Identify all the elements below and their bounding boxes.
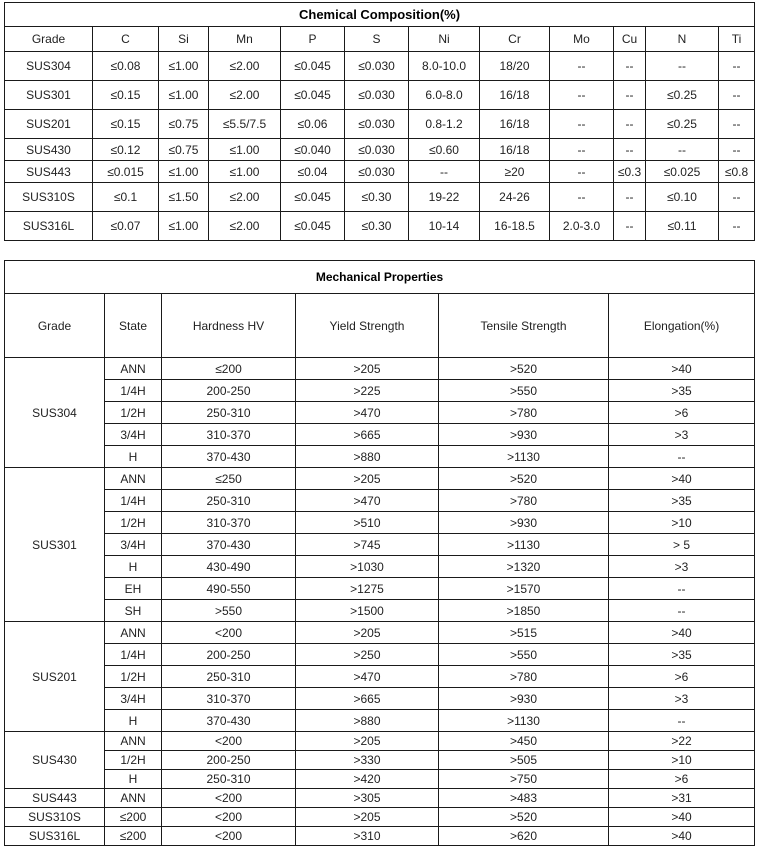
table-cell: >750 <box>439 770 609 789</box>
header-cell: Grade <box>5 294 105 358</box>
table-cell: -- <box>719 110 755 139</box>
table-cell: ≤0.030 <box>345 81 409 110</box>
table-cell: ≤2.00 <box>209 52 281 81</box>
table-row <box>5 534 755 556</box>
grade-cell: SUS316L <box>5 212 93 241</box>
table-cell: ANN <box>105 358 162 380</box>
table-cell: ≤0.045 <box>281 183 345 212</box>
table-cell: 24-26 <box>480 183 550 212</box>
table-cell: ≤1.50 <box>159 183 209 212</box>
table-cell: -- <box>614 52 646 81</box>
table-cell: 250-310 <box>162 490 296 512</box>
table-cell: 430-490 <box>162 556 296 578</box>
table-cell: <200 <box>162 827 296 846</box>
table-cell: ≤1.00 <box>159 212 209 241</box>
table-cell: >780 <box>439 402 609 424</box>
table-cell: 3/4H <box>105 424 162 446</box>
table-cell: ≤200 <box>105 808 162 827</box>
table-cell: ≤0.12 <box>93 139 159 161</box>
table-row <box>5 770 755 789</box>
table-cell: ANN <box>105 468 162 490</box>
table-cell: 1/2H <box>105 666 162 688</box>
table-cell: ≤0.06 <box>281 110 345 139</box>
table-cell: >1130 <box>439 710 609 732</box>
table-cell: 1/2H <box>105 751 162 770</box>
grade-cell: SUS301 <box>5 468 105 622</box>
table-cell: >1130 <box>439 446 609 468</box>
table-cell: EH <box>105 578 162 600</box>
table-cell: <200 <box>162 622 296 644</box>
table-cell: >205 <box>296 358 439 380</box>
table-row <box>5 52 755 81</box>
table-cell: H <box>105 710 162 732</box>
table-cell: >780 <box>439 490 609 512</box>
header-cell: Mn <box>209 27 281 52</box>
table-cell: >10 <box>609 512 755 534</box>
table-cell: >930 <box>439 512 609 534</box>
chemical-header-row <box>5 27 755 52</box>
table-cell: ≤0.030 <box>345 52 409 81</box>
chemical-composition-title: Chemical Composition(%) <box>5 3 755 27</box>
table-cell: ANN <box>105 789 162 808</box>
table-cell: -- <box>646 52 719 81</box>
table-cell: H <box>105 770 162 789</box>
header-cell: Elongation(%) <box>609 294 755 358</box>
table-row <box>5 380 755 402</box>
table-cell: ≤5.5/7.5 <box>209 110 281 139</box>
table-row <box>5 183 755 212</box>
header-cell: Grade <box>5 27 93 52</box>
header-cell: Si <box>159 27 209 52</box>
table-row <box>5 751 755 770</box>
table-cell: -- <box>609 600 755 622</box>
grade-cell: SUS201 <box>5 622 105 732</box>
table-cell: ANN <box>105 732 162 751</box>
table-cell: >483 <box>439 789 609 808</box>
table-row <box>5 556 755 578</box>
table-cell: >3 <box>609 556 755 578</box>
table-cell: 310-370 <box>162 688 296 710</box>
table-cell: ≤0.15 <box>93 81 159 110</box>
table-cell: >880 <box>296 710 439 732</box>
grade-cell: SUS443 <box>5 161 93 183</box>
grade-cell: SUS430 <box>5 139 93 161</box>
table-row <box>5 402 755 424</box>
table-cell: SH <box>105 600 162 622</box>
table-cell: ≤1.00 <box>209 161 281 183</box>
table-cell: ≤0.11 <box>646 212 719 241</box>
table-cell: -- <box>550 161 614 183</box>
table-cell: >880 <box>296 446 439 468</box>
header-cell: Ti <box>719 27 755 52</box>
mechanical-properties-title: Mechanical Properties <box>5 261 755 294</box>
table-cell: >520 <box>439 808 609 827</box>
header-cell: Hardness HV <box>162 294 296 358</box>
table-cell: <200 <box>162 808 296 827</box>
table-cell: 10-14 <box>409 212 480 241</box>
table-cell: ≤0.025 <box>646 161 719 183</box>
table-cell: ≤250 <box>162 468 296 490</box>
table-cell: >520 <box>439 358 609 380</box>
table-row <box>5 732 755 751</box>
table-cell: >40 <box>609 468 755 490</box>
table-row <box>5 622 755 644</box>
table-cell: ≤1.00 <box>159 161 209 183</box>
table-cell: -- <box>614 110 646 139</box>
header-cell: Tensile Strength <box>439 294 609 358</box>
table-cell: -- <box>719 212 755 241</box>
table-row <box>5 468 755 490</box>
table-cell: -- <box>609 710 755 732</box>
table-cell: ≤0.08 <box>93 52 159 81</box>
table-cell: 1/4H <box>105 490 162 512</box>
table-row <box>5 358 755 380</box>
table-cell: ≤0.030 <box>345 139 409 161</box>
table-cell: >1850 <box>439 600 609 622</box>
table-cell: 0.8-1.2 <box>409 110 480 139</box>
table-cell: >205 <box>296 808 439 827</box>
table-cell: >550 <box>162 600 296 622</box>
table-cell: 16-18.5 <box>480 212 550 241</box>
table-cell: ≤0.8 <box>719 161 755 183</box>
table-cell: >330 <box>296 751 439 770</box>
header-cell: C <box>93 27 159 52</box>
mechanical-properties-table <box>4 260 755 846</box>
table-cell: >40 <box>609 358 755 380</box>
table-cell: >205 <box>296 622 439 644</box>
table-row <box>5 789 755 808</box>
header-cell: Ni <box>409 27 480 52</box>
grade-cell: SUS310S <box>5 808 105 827</box>
table-cell: ≤0.25 <box>646 81 719 110</box>
table-cell: >520 <box>439 468 609 490</box>
table-cell: 370-430 <box>162 534 296 556</box>
table-cell: >665 <box>296 688 439 710</box>
table-cell: >420 <box>296 770 439 789</box>
table-row <box>5 666 755 688</box>
grade-cell: SUS310S <box>5 183 93 212</box>
table-cell: >35 <box>609 380 755 402</box>
table-cell: 310-370 <box>162 512 296 534</box>
table-cell: ≤0.07 <box>93 212 159 241</box>
table-cell: H <box>105 446 162 468</box>
table-row <box>5 600 755 622</box>
table-cell: >6 <box>609 666 755 688</box>
table-cell: >930 <box>439 688 609 710</box>
table-cell: >505 <box>439 751 609 770</box>
table-cell: -- <box>719 52 755 81</box>
table-cell: 3/4H <box>105 534 162 556</box>
table-cell: >665 <box>296 424 439 446</box>
table-cell: -- <box>719 139 755 161</box>
table-cell: >450 <box>439 732 609 751</box>
table-row <box>5 490 755 512</box>
grade-cell: SUS430 <box>5 732 105 789</box>
table-cell: >620 <box>439 827 609 846</box>
table-cell: 1/4H <box>105 380 162 402</box>
table-cell: -- <box>550 110 614 139</box>
table-cell: ≤0.045 <box>281 81 345 110</box>
grade-cell: SUS201 <box>5 110 93 139</box>
table-cell: >250 <box>296 644 439 666</box>
table-cell: 3/4H <box>105 688 162 710</box>
table-cell: >550 <box>439 644 609 666</box>
table-cell: >930 <box>439 424 609 446</box>
table-row <box>5 710 755 732</box>
table-row <box>5 446 755 468</box>
header-cell: P <box>281 27 345 52</box>
table-cell: ≤0.1 <box>93 183 159 212</box>
table-row <box>5 827 755 846</box>
table-cell: -- <box>719 183 755 212</box>
table-cell: >10 <box>609 751 755 770</box>
table-cell: ≤0.60 <box>409 139 480 161</box>
table-cell: ≤0.75 <box>159 139 209 161</box>
table-cell: >1500 <box>296 600 439 622</box>
table-cell: >35 <box>609 490 755 512</box>
grade-cell: SUS304 <box>5 52 93 81</box>
table-cell: 200-250 <box>162 751 296 770</box>
table-cell: 1/4H <box>105 644 162 666</box>
table-cell: >310 <box>296 827 439 846</box>
table-cell: ≤0.75 <box>159 110 209 139</box>
table-cell: >1570 <box>439 578 609 600</box>
table-cell: >470 <box>296 402 439 424</box>
table-cell: 6.0-8.0 <box>409 81 480 110</box>
table-cell: >35 <box>609 644 755 666</box>
table-cell: >745 <box>296 534 439 556</box>
table-cell: >550 <box>439 380 609 402</box>
table-cell: > 5 <box>609 534 755 556</box>
table-cell: >470 <box>296 490 439 512</box>
table-cell: >470 <box>296 666 439 688</box>
table-cell: ≤1.00 <box>159 52 209 81</box>
table-cell: >40 <box>609 808 755 827</box>
table-cell: ≤1.00 <box>159 81 209 110</box>
table-cell: >305 <box>296 789 439 808</box>
table-cell: >40 <box>609 622 755 644</box>
table-cell: >1030 <box>296 556 439 578</box>
table-cell: 16/18 <box>480 81 550 110</box>
table-cell: ≤200 <box>162 358 296 380</box>
table-cell: >3 <box>609 688 755 710</box>
table-cell: -- <box>550 183 614 212</box>
table-cell: >205 <box>296 468 439 490</box>
table-cell: ≤0.3 <box>614 161 646 183</box>
table-cell: <200 <box>162 789 296 808</box>
mechanical-header-row <box>5 294 755 358</box>
table-cell: ANN <box>105 622 162 644</box>
table-cell: 2.0-3.0 <box>550 212 614 241</box>
table-cell: ≤0.25 <box>646 110 719 139</box>
table-cell: 250-310 <box>162 402 296 424</box>
header-cell: State <box>105 294 162 358</box>
table-cell: >1275 <box>296 578 439 600</box>
table-row <box>5 578 755 600</box>
table-cell: >1320 <box>439 556 609 578</box>
table-cell: 490-550 <box>162 578 296 600</box>
table-cell: ≤0.15 <box>93 110 159 139</box>
table-cell: 16/18 <box>480 110 550 139</box>
table-cell: -- <box>550 52 614 81</box>
table-cell: >3 <box>609 424 755 446</box>
header-cell: S <box>345 27 409 52</box>
table-row <box>5 161 755 183</box>
table-cell: 1/2H <box>105 402 162 424</box>
table-cell: >31 <box>609 789 755 808</box>
table-cell: 370-430 <box>162 446 296 468</box>
table-row <box>5 644 755 666</box>
table-cell: ≤0.045 <box>281 212 345 241</box>
table-cell: -- <box>614 212 646 241</box>
grade-cell: SUS301 <box>5 81 93 110</box>
table-row <box>5 81 755 110</box>
table-cell: >205 <box>296 732 439 751</box>
table-cell: ≤0.040 <box>281 139 345 161</box>
chemical-composition-table <box>4 2 755 241</box>
grade-cell: SUS304 <box>5 358 105 468</box>
table-cell: ≥20 <box>480 161 550 183</box>
table-cell: -- <box>550 81 614 110</box>
table-cell: -- <box>609 578 755 600</box>
header-cell: Mo <box>550 27 614 52</box>
table-cell: >1130 <box>439 534 609 556</box>
table-cell: ≤2.00 <box>209 183 281 212</box>
table-cell: ≤0.030 <box>345 110 409 139</box>
table-cell: ≤200 <box>105 827 162 846</box>
table-cell: >22 <box>609 732 755 751</box>
table-cell: ≤0.30 <box>345 212 409 241</box>
table-cell: ≤1.00 <box>209 139 281 161</box>
table-row <box>5 688 755 710</box>
table-cell: 18/20 <box>480 52 550 81</box>
table-cell: -- <box>614 139 646 161</box>
table-cell: >780 <box>439 666 609 688</box>
table-row <box>5 512 755 534</box>
header-cell: Cr <box>480 27 550 52</box>
table-row <box>5 110 755 139</box>
table-cell: >6 <box>609 770 755 789</box>
table-cell: <200 <box>162 732 296 751</box>
header-cell: Cu <box>614 27 646 52</box>
table-cell: 250-310 <box>162 666 296 688</box>
table-cell: H <box>105 556 162 578</box>
table-cell: -- <box>646 139 719 161</box>
table-cell: ≤0.10 <box>646 183 719 212</box>
table-cell: >6 <box>609 402 755 424</box>
table-cell: >225 <box>296 380 439 402</box>
table-cell: >515 <box>439 622 609 644</box>
grade-cell: SUS316L <box>5 827 105 846</box>
table-cell: ≤0.04 <box>281 161 345 183</box>
table-cell: 1/2H <box>105 512 162 534</box>
table-cell: 250-310 <box>162 770 296 789</box>
grade-cell: SUS443 <box>5 789 105 808</box>
table-cell: 310-370 <box>162 424 296 446</box>
table-row <box>5 424 755 446</box>
table-cell: 19-22 <box>409 183 480 212</box>
table-cell: -- <box>614 183 646 212</box>
table-cell: -- <box>614 81 646 110</box>
header-cell: N <box>646 27 719 52</box>
table-cell: >510 <box>296 512 439 534</box>
table-cell: ≤0.30 <box>345 183 409 212</box>
table-cell: ≤0.045 <box>281 52 345 81</box>
table-row <box>5 212 755 241</box>
table-cell: -- <box>409 161 480 183</box>
table-cell: ≤0.015 <box>93 161 159 183</box>
table-cell: 200-250 <box>162 644 296 666</box>
table-cell: 16/18 <box>480 139 550 161</box>
table-cell: -- <box>550 139 614 161</box>
table-cell: >40 <box>609 827 755 846</box>
table-cell: -- <box>719 81 755 110</box>
table-row <box>5 139 755 161</box>
header-cell: Yield Strength <box>296 294 439 358</box>
table-cell: ≤2.00 <box>209 81 281 110</box>
table-cell: 200-250 <box>162 380 296 402</box>
table-cell: 8.0-10.0 <box>409 52 480 81</box>
table-row <box>5 808 755 827</box>
table-cell: ≤0.030 <box>345 161 409 183</box>
table-cell: 370-430 <box>162 710 296 732</box>
table-cell: -- <box>609 446 755 468</box>
table-cell: ≤2.00 <box>209 212 281 241</box>
